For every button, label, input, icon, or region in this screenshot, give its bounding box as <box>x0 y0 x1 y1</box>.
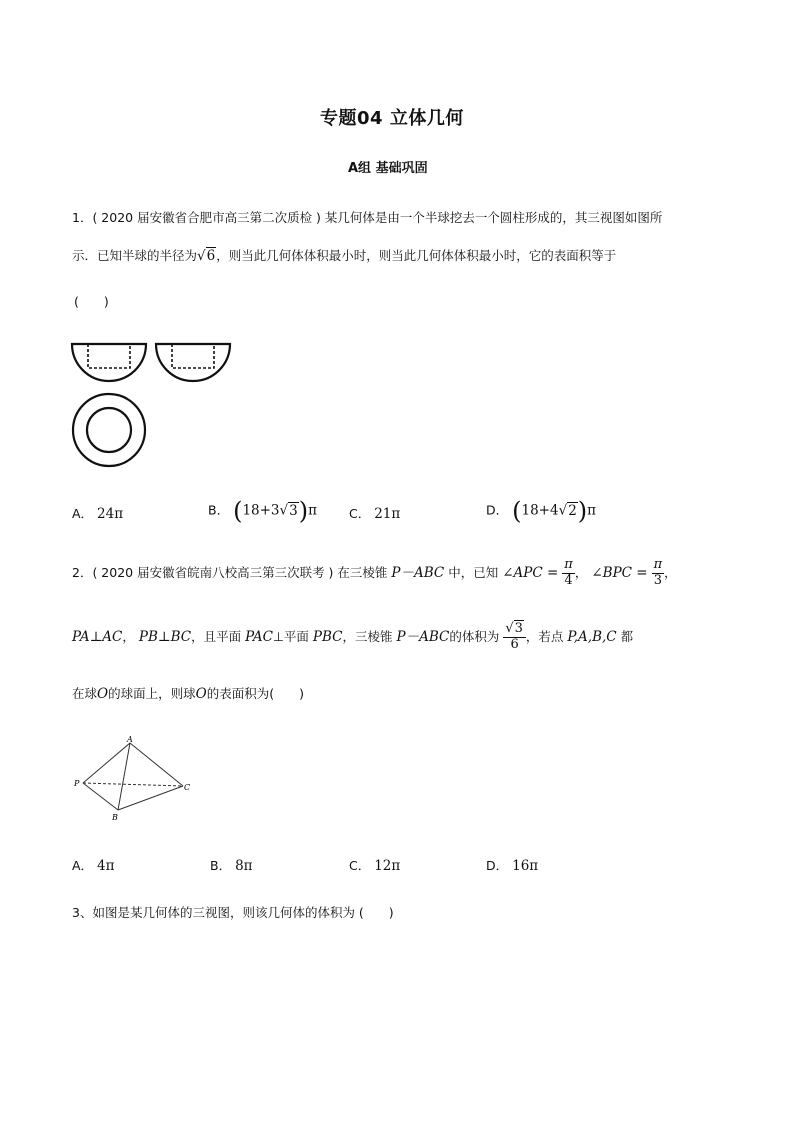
angle-bpc: ∠BPC = <box>591 564 648 581</box>
left-paren: ( <box>233 497 243 525</box>
left-paren: ( <box>512 497 522 525</box>
option-d-value: 18+4√2 <box>521 502 577 519</box>
vertex-p-label: P <box>74 779 80 788</box>
right-paren: ) <box>298 497 309 525</box>
option-c-value: 12π <box>374 858 401 874</box>
q2-plane-text: ，且平面 <box>191 628 242 644</box>
section-heading: A组 基础巩固 <box>348 161 428 176</box>
q2-question-end: 的表面积为( ) <box>206 686 304 701</box>
sphere-o: O <box>195 686 207 702</box>
option-a-label: A． <box>72 506 94 521</box>
option-a-label: A． <box>72 858 94 873</box>
fraction-pi-over-4: $\frac{\pi}{4}$ <box>564 557 573 588</box>
q2-volume-text: ，三棱锥 <box>342 628 393 644</box>
q2-line-1 <box>72 558 677 589</box>
comma: ， <box>122 628 135 644</box>
q2-option-a[interactable] <box>72 856 115 874</box>
q2-option-b[interactable] <box>210 856 253 874</box>
q1-line-2 <box>72 246 616 264</box>
option-b-value: 8π <box>235 858 253 874</box>
comma: ， <box>664 564 677 580</box>
points-list: P,A,B,C <box>567 628 617 645</box>
side-view <box>156 344 230 381</box>
question-3: 3、如图是某几何体的三视图，则该几何体的体积为 ( ) <box>72 905 394 920</box>
pi-symbol: π <box>308 502 317 519</box>
option-d-label: D． <box>486 858 509 873</box>
q1-answer-blank: ( ) <box>74 294 109 309</box>
q2-volume-of: 的体积为 <box>449 628 500 644</box>
option-a-value: 4π <box>97 858 115 874</box>
option-b-label: B． <box>208 502 230 518</box>
angle-apc: ∠APC = <box>502 564 559 581</box>
q2-on-sphere: 在球 <box>72 686 98 701</box>
sphere-o: O <box>97 686 109 702</box>
plane-pbc: PBC <box>312 628 343 645</box>
q2-all-text: 都 <box>620 628 634 644</box>
plane-pac: PAC <box>245 628 274 645</box>
top-view <box>73 394 145 466</box>
q1-option-b[interactable] <box>208 497 317 525</box>
option-c-value: 21π <box>374 506 401 522</box>
q1-three-view-figure <box>66 336 246 476</box>
option-c-label: C． <box>349 506 371 521</box>
q1-option-d[interactable] <box>486 497 596 525</box>
q1-line-2-start: 示．已知半球的半径为 <box>72 248 198 263</box>
option-b-value: 18+3√3 <box>242 502 298 519</box>
q1-line-1: 1．( 2020 届安徽省合肥市高三第二次质检 ) 某几何体是由一个半球挖去一个圆柱形成的，其三视图如图所 <box>72 210 663 225</box>
q2-intro: 2．( 2020 届安徽省皖南八校高三第三次联考 ) 在三棱锥 <box>72 564 388 580</box>
q1-radius-value: √6 <box>197 248 216 264</box>
q2-tetrahedron-figure <box>70 734 200 824</box>
perp-plane-text: ⊥平面 <box>273 628 309 644</box>
option-b-label: B． <box>210 858 232 873</box>
fraction-sqrt3-over-6: $\frac{√3}{6}$ <box>503 622 526 653</box>
q2-line-3 <box>72 684 304 702</box>
q2-option-c[interactable] <box>349 856 400 874</box>
pi-symbol: π <box>587 502 597 519</box>
q2-if-points: ，若点 <box>525 628 564 644</box>
q1-line-2-end: ，则当此几何体体积最小时，则当此几何体体积最小时，它的表面积等于 <box>216 248 617 263</box>
right-paren: ) <box>577 497 588 525</box>
q2-given: 中，已知 <box>448 564 499 580</box>
q1-option-c[interactable] <box>349 504 400 522</box>
q2-surface-text: 的球面上，则球 <box>108 686 196 701</box>
q2-option-d[interactable] <box>486 856 538 874</box>
option-d-label: D． <box>486 502 509 518</box>
q2-line-2 <box>72 622 633 653</box>
vertex-a-label: A <box>127 735 133 744</box>
pb-perp-bc: PB⊥BC <box>138 628 192 645</box>
option-a-value: 24π <box>97 506 124 522</box>
option-c-label: C． <box>349 858 371 873</box>
tetrahedron-name: P－ABC <box>396 628 450 645</box>
vertex-c-label: C <box>184 783 191 792</box>
q1-option-a[interactable] <box>72 504 123 522</box>
vertex-b-label: B <box>112 813 118 822</box>
tetrahedron-name: P－ABC <box>391 564 445 581</box>
comma: ， <box>574 564 588 580</box>
fraction-pi-over-3: $\frac{\pi}{3}$ <box>653 557 663 588</box>
option-d-value: 16π <box>512 858 539 874</box>
page-title: 专题04 立体几何 <box>320 108 464 129</box>
front-view <box>72 344 146 381</box>
pa-perp-ac: PA⊥AC <box>72 628 123 645</box>
